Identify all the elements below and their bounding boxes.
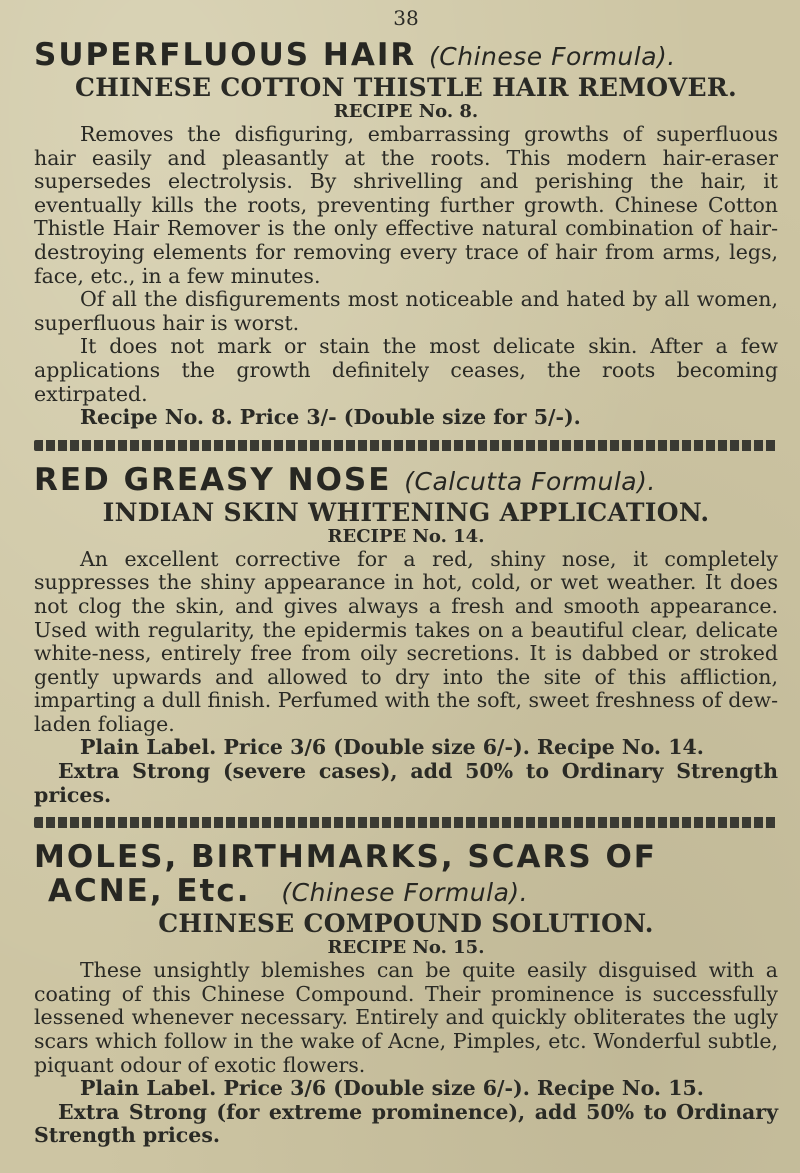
section-divider (34, 817, 778, 828)
description-paragraph: An excellent corrective for a red, shiny nose, it completely suppresses the shiny appearance in hot, cold, or wet weather. It does not clog the skin, and gives always a fresh and smooth appearance. Used with regularity, the epidermis takes on a beautiful clear, delicate white-ness, entirely free from oily secretions. It is dabbed or stroked gently upwards and allowed to dry into the site of this affliction, imparting a dull finish. Perfumed with the soft, sweet freshness of dew-laden foliage. (34, 546, 778, 736)
recipe-number: RECIPE No. 8. (333, 101, 479, 122)
section-heading (34, 38, 778, 74)
page-number: 38 (393, 6, 419, 30)
section-divider (34, 440, 778, 451)
heading-title: SUPERFLUOUS HAIR (34, 37, 417, 73)
section-heading (34, 463, 778, 499)
section-superfluous-hair (34, 38, 778, 430)
extra-strong-line: Extra Strong (severe cases), add 50% to Ordinary Strength prices. (34, 759, 778, 807)
heading-title-continued: ACNE, Etc. (48, 873, 251, 910)
price-line: Plain Label. Price 3/6 (Double size 6/-). Recipe No. 15. (80, 1076, 704, 1101)
heading-formula: (Chinese Formula). (281, 878, 529, 908)
description-paragraph: Of all the disfigurements most noticeable and hated by all women, superfluous hair is worst. (34, 287, 778, 335)
recipe-number: RECIPE No. 15. (327, 937, 485, 959)
price-line: Plain Label. Price 3/6 (Double size 6/-). Recipe No. 14. (80, 735, 704, 760)
recipe-number: RECIPE No. 14. (327, 525, 485, 547)
description-paragraph: These unsightly blemishes can be quite easily disguised with a coating of this Chinese Compound. Their prominence is successfully lessened whenever necessary. Entirely and quickly obliterates the ugly scars which follow in the wake of Acne, Pimples, etc. Wonderful subtle, piquant odour of exotic flowers. (34, 958, 778, 1077)
section-heading-continued (34, 874, 778, 910)
heading-formula: (Chinese Formula). (429, 42, 676, 71)
description-paragraph: Removes the disfiguring, embarrassing growths of superfluous hair easily and pleasantly at the roots. This modern hair-eraser supersedes electrolysis. By shrivelling and perishing the hair, it eventually kills the roots, preventing further growth. Chinese Cotton Thistle Hair Remover is the only effective natural combination of hair-destroying elements for removing every trace of hair from arms, legs, face, etc., in a few minutes. (34, 122, 778, 288)
product-name: CHINESE COTTON THISTLE HAIR REMOVER. (75, 73, 737, 102)
section-red-greasy-nose (34, 463, 778, 808)
heading-title: RED GREASY NOSE (34, 461, 392, 498)
heading-title: MOLES, BIRTHMARKS, SCARS OF (34, 839, 657, 876)
section-moles-birthmarks (34, 840, 778, 1148)
price-line: Recipe No. 8. Price 3/- (Double size for 5/-). (80, 405, 581, 430)
description-paragraph: It does not mark or stain the most delicate skin. After a few applications the growth definitely ceases, the roots becoming extirpated. (34, 334, 778, 406)
product-name: CHINESE COMPOUND SOLUTION. (158, 909, 654, 939)
section-heading (34, 840, 778, 874)
extra-strong-line: Extra Strong (for extreme prominence), add 50% to Ordinary Strength prices. (34, 1099, 778, 1148)
product-name: INDIAN SKIN WHITENING APPLICATION. (102, 497, 710, 527)
heading-formula: (Calcutta Formula). (404, 466, 656, 496)
